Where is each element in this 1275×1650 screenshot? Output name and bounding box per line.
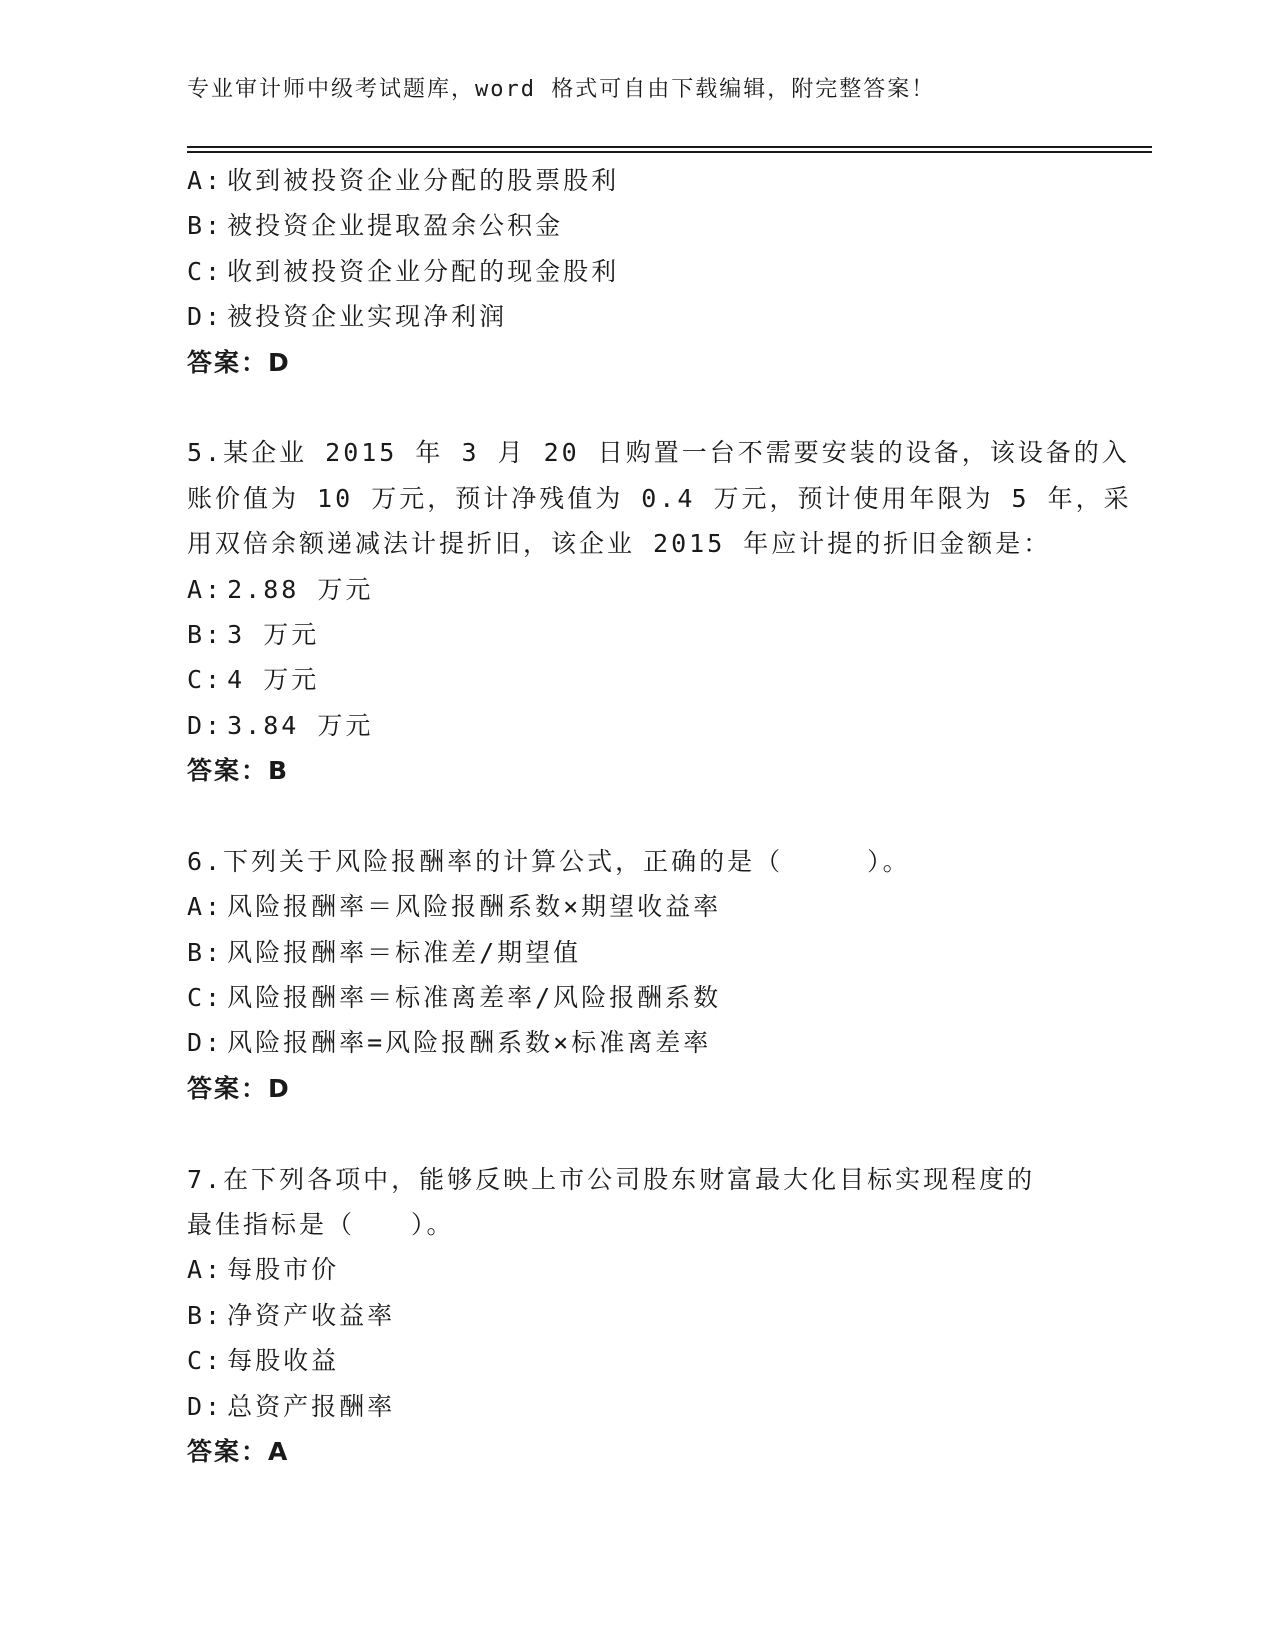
option-text: 风险报酬率＝标准离差率/风险报酬系数 xyxy=(227,983,722,1013)
option-text: 收到被投资企业分配的股票股利 xyxy=(227,166,620,195)
option-letter: B: xyxy=(187,619,224,649)
answer-label: 答案： xyxy=(187,1073,269,1103)
q6-option-c xyxy=(187,975,1087,1020)
page-header: 专业审计师中级考试题库，word 格式可自由下载编辑，附完整答案！ xyxy=(187,77,936,102)
q4-option-a xyxy=(187,158,1087,203)
q7-option-a xyxy=(187,1247,1087,1292)
option-letter: D: xyxy=(187,302,224,332)
option-letter: B: xyxy=(187,937,224,967)
q7-stem-line-1: 7.在下列各项中，能够反映上市公司股东财富最大化目标实现程度的 xyxy=(187,1164,1036,1194)
option-text: 4 万元 xyxy=(227,665,320,695)
q7-option-d xyxy=(187,1384,1087,1429)
option-text: 总资产报酬率 xyxy=(227,1391,396,1421)
option-text: 风险报酬率＝风险报酬系数×期望收益率 xyxy=(227,892,722,922)
option-letter: A: xyxy=(187,166,224,195)
q5-answer xyxy=(187,748,1087,793)
spacer xyxy=(187,1111,1087,1156)
option-letter: D: xyxy=(187,1028,224,1058)
answer-value: D xyxy=(268,347,292,377)
q5-stem-line-1: 5.某企业 2015 年 3 月 20 日购置一台不需要安装的设备，该设备的入 xyxy=(187,438,1130,468)
header-rule-bottom xyxy=(187,151,1152,153)
answer-value: D xyxy=(268,1073,292,1103)
q7-stem-line-2: 最佳指标是（ ）。 xyxy=(187,1209,455,1239)
option-letter: C: xyxy=(187,665,224,695)
q5-option-a xyxy=(187,567,1087,612)
answer-value: A xyxy=(268,1436,291,1466)
q6-stem-line-1: 6.下列关于风险报酬率的计算公式，正确的是（ ）。 xyxy=(187,846,911,876)
option-letter: C: xyxy=(187,256,224,286)
option-text: 每股市价 xyxy=(227,1255,340,1285)
q7-option-b xyxy=(187,1293,1087,1338)
q6-option-a xyxy=(187,884,1087,929)
option-text: 净资产收益率 xyxy=(227,1300,396,1330)
q4-option-c xyxy=(187,249,1087,294)
q5-option-c xyxy=(187,657,1087,702)
q5-option-b xyxy=(187,612,1087,657)
q7-answer xyxy=(187,1429,1087,1474)
option-text: 3 万元 xyxy=(227,619,320,649)
q4-option-d xyxy=(187,294,1087,339)
option-letter: C: xyxy=(187,1346,224,1376)
q6-option-b xyxy=(187,930,1087,975)
q7-option-c xyxy=(187,1338,1087,1383)
option-letter: D: xyxy=(187,1391,224,1421)
q6-answer xyxy=(187,1066,1087,1111)
answer-label: 答案： xyxy=(187,756,269,786)
option-text: 被投资企业提取盈余公积金 xyxy=(227,211,564,241)
option-text: 风险报酬率=风险报酬系数×标准离差率 xyxy=(227,1028,712,1058)
header-rule-top xyxy=(187,146,1152,148)
option-text: 每股收益 xyxy=(227,1346,340,1376)
option-text: 收到被投资企业分配的现金股利 xyxy=(227,256,620,286)
q5-stem-line-2: 账价值为 10 万元，预计净残值为 0.4 万元，预计使用年限为 5 年，采 xyxy=(187,483,1132,513)
option-letter: D: xyxy=(187,710,224,740)
option-text: 2.88 万元 xyxy=(227,574,374,604)
q5-option-d xyxy=(187,703,1087,748)
answer-label: 答案： xyxy=(187,1436,269,1466)
option-letter: B: xyxy=(187,1300,224,1330)
option-text: 3.84 万元 xyxy=(227,710,374,740)
option-letter: A: xyxy=(187,574,224,604)
spacer xyxy=(187,793,1087,838)
option-letter: B: xyxy=(187,211,224,241)
q4-answer xyxy=(187,340,1087,385)
answer-value: B xyxy=(268,756,291,786)
q5-stem-line-3: 用双倍余额递减法计提折旧，该企业 2015 年应计提的折旧金额是： xyxy=(187,529,1052,559)
answer-label: 答案： xyxy=(187,347,269,377)
option-text: 风险报酬率＝标准差/期望值 xyxy=(227,937,582,967)
option-letter: C: xyxy=(187,983,224,1013)
q4-option-b xyxy=(187,203,1087,248)
spacer xyxy=(187,385,1087,430)
q6-option-d xyxy=(187,1020,1087,1065)
option-text: 被投资企业实现净利润 xyxy=(227,302,508,332)
question-content xyxy=(187,158,1132,1474)
option-letter: A: xyxy=(187,892,224,922)
option-letter: A: xyxy=(187,1255,224,1285)
